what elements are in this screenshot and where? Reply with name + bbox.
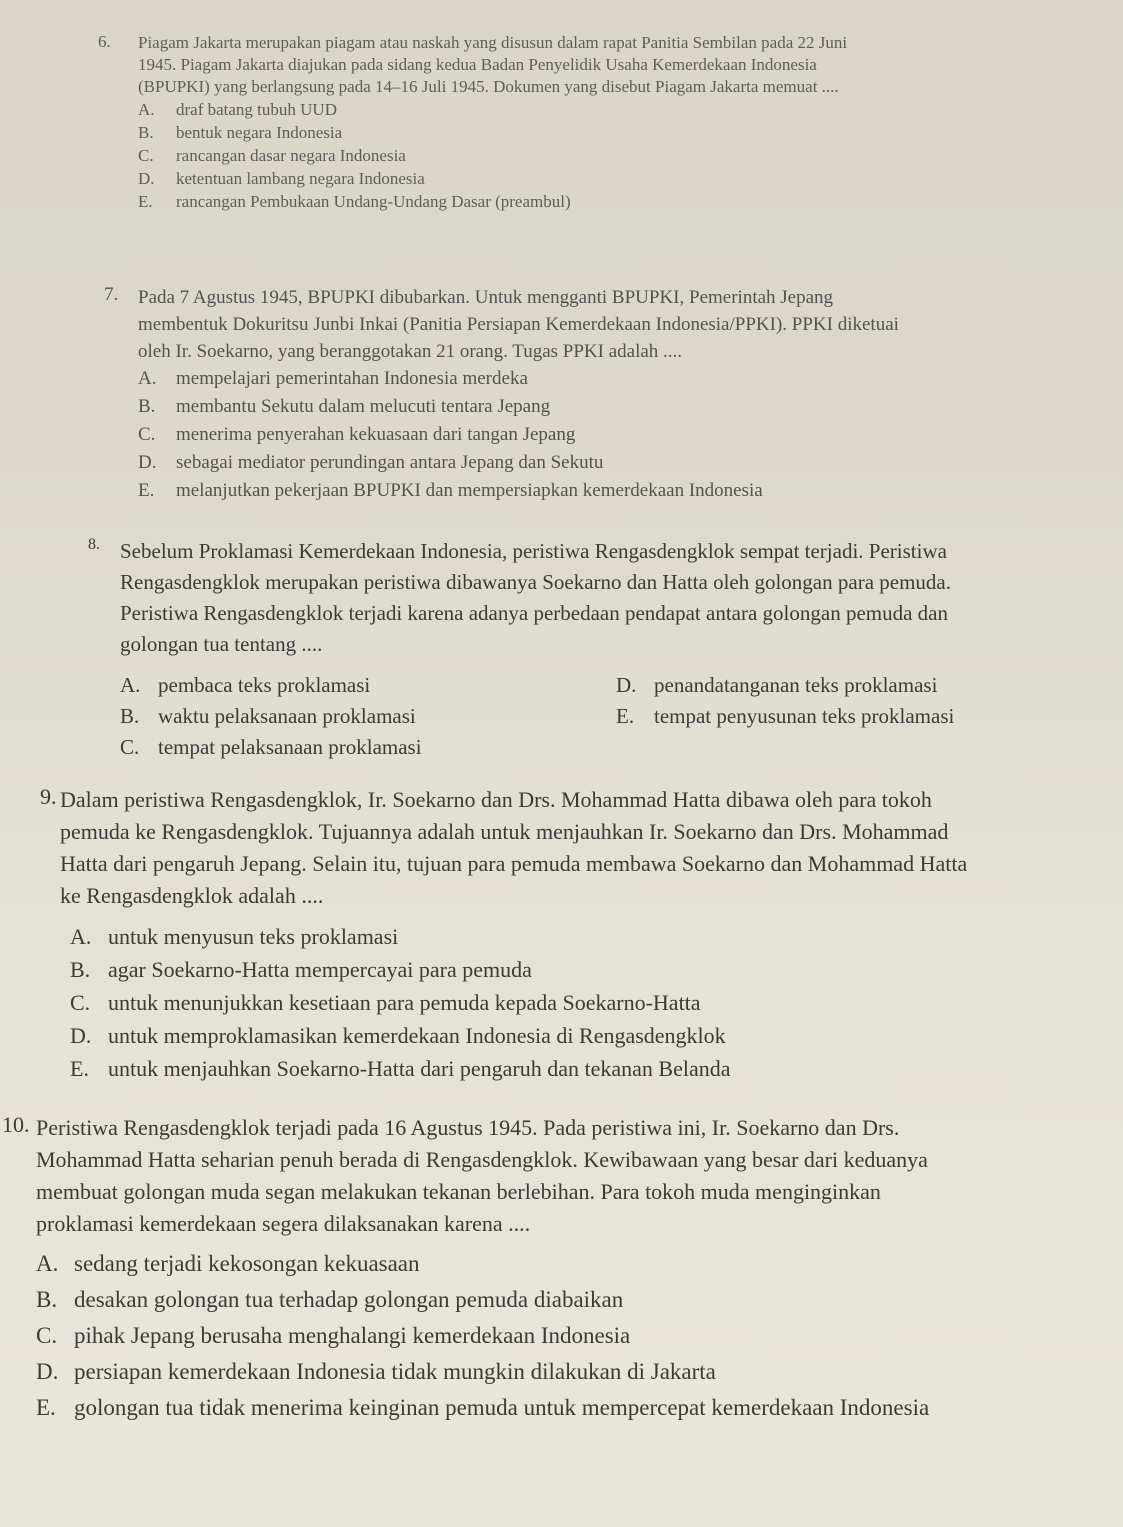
options-right-column [616, 670, 1112, 763]
option-letter: B. [120, 704, 140, 728]
stem-line: Peristiwa Rengasdengklok terjadi karena adanya perbedaan pendapat antara golongan pemuda dan [120, 601, 949, 625]
option-letter: B. [138, 396, 156, 417]
option-text: untuk menjauhkan Soekarno-Hatta dari pengaruh dan tekanan Belanda [108, 1056, 731, 1081]
option-letter: A. [120, 673, 141, 697]
option-text: tempat pelaksanaan proklamasi [158, 735, 422, 759]
stem-line: Dalam peristiwa Rengasdengklok, Ir. Soekarno dan Drs. Mohammad Hatta dibawa oleh para tokoh [60, 787, 932, 812]
option-e[interactable] [20, 1052, 1110, 1085]
option-e[interactable] [90, 477, 1110, 505]
option-b[interactable] [20, 953, 1110, 986]
option-text: pembaca teks proklamasi [158, 673, 371, 697]
option-letter: D. [138, 169, 155, 188]
question-number: 8. [88, 536, 100, 553]
stem-line: Peristiwa Rengasdengklok terjadi pada 16 Agustus 1945. Pada peristiwa ini, Ir. Soekarno dan Drs. [36, 1115, 900, 1140]
option-text: tempat penyusunan teks proklamasi [654, 704, 955, 728]
option-b[interactable] [90, 121, 1110, 144]
question-number: 10. [2, 1112, 30, 1137]
option-text: melanjutkan pekerjaan BPUPKI dan mempersiapkan kemerdekaan Indonesia [176, 480, 763, 501]
option-a[interactable] [120, 670, 616, 701]
option-c[interactable] [120, 732, 616, 763]
stem-line: Sebelum Proklamasi Kemerdekaan Indonesia, peristiwa Rengasdengklok sempat terjadi. Peristiwa [120, 539, 947, 563]
question-9 [20, 784, 1110, 1085]
stem-line: Mohammad Hatta seharian penuh berada di Rengasdengklok. Kewibawaan yang besar dari keduanya [36, 1147, 928, 1172]
option-c[interactable] [0, 1318, 1123, 1354]
option-text: ketentuan lambang negara Indonesia [176, 169, 425, 188]
stem-line: membentuk Dokuritsu Junbi Inkai (Panitia Persiapan Kemerdekaan Indonesia/PPKI). PPKI diketuai [138, 314, 899, 335]
question-number: 9. [40, 784, 57, 809]
option-e[interactable] [90, 190, 1110, 213]
option-c[interactable] [20, 986, 1110, 1019]
option-c[interactable] [90, 421, 1110, 449]
option-letter: E. [70, 1056, 89, 1081]
option-letter: B. [70, 957, 91, 982]
option-text: mempelajari pemerintahan Indonesia merdeka [176, 368, 528, 389]
option-letter: B. [138, 123, 154, 142]
option-e[interactable] [0, 1390, 1123, 1426]
question-6 [90, 32, 1110, 213]
option-d[interactable] [90, 449, 1110, 477]
option-text: untuk menyusun teks proklamasi [108, 924, 399, 949]
option-text: penandatanganan teks proklamasi [654, 673, 938, 697]
question-number: 6. [98, 32, 111, 51]
stem-line: membuat golongan muda segan melakukan tekanan berlebihan. Para tokoh muda menginginkan [36, 1179, 881, 1204]
stem-line: Piagam Jakarta merupakan piagam atau naskah yang disusun dalam rapat Panitia Sembilan pada 22 Juni [138, 33, 848, 52]
option-letter: E. [138, 480, 155, 501]
option-letter: D. [36, 1359, 59, 1384]
option-b[interactable] [90, 393, 1110, 421]
option-text: persiapan kemerdekaan Indonesia tidak mungkin dilakukan di Jakarta [74, 1359, 716, 1384]
option-letter: A. [36, 1251, 59, 1276]
stem-line: proklamasi kemerdekaan segera dilaksanakan karena .... [36, 1211, 531, 1236]
question-stem [0, 1112, 1123, 1240]
option-letter: C. [120, 735, 140, 759]
question-stem [90, 32, 1110, 98]
option-letter: D. [138, 452, 157, 473]
option-letter: E. [616, 704, 635, 728]
option-text: golongan tua tidak menerima keinginan pemuda untuk mempercepat kemerdekaan Indonesia [74, 1395, 930, 1420]
option-d[interactable] [0, 1354, 1123, 1390]
stem-line: Pada 7 Agustus 1945, BPUPKI dibubarkan. Untuk mengganti BPUPKI, Pemerintah Jepang [138, 287, 834, 308]
question-10 [0, 1112, 1123, 1426]
stem-line: 1945. Piagam Jakarta diajukan pada sidang kedua Badan Penyelidik Usaha Kemerdekaan Indonesia [138, 55, 817, 74]
option-letter: C. [138, 146, 154, 165]
option-letter: A. [138, 368, 157, 389]
option-letter: B. [36, 1287, 58, 1312]
option-text: bentuk negara Indonesia [176, 123, 343, 142]
stem-line: (BPUPKI) yang berlangsung pada 14–16 Juli 1945. Dokumen yang disebut Piagam Jakarta memuat .... [138, 77, 839, 96]
option-a[interactable] [90, 98, 1110, 121]
options-left-column [120, 670, 616, 763]
option-letter: C. [70, 990, 91, 1015]
option-c[interactable] [90, 144, 1110, 167]
option-text: agar Soekarno-Hatta mempercayai para pemuda [108, 957, 532, 982]
option-d[interactable] [90, 167, 1110, 190]
option-letter: A. [70, 924, 92, 949]
option-letter: C. [36, 1323, 58, 1348]
option-b[interactable] [0, 1282, 1123, 1318]
question-8 [60, 536, 1112, 763]
option-text: rancangan Pembukaan Undang-Undang Dasar (preambul) [176, 192, 571, 211]
option-text: desakan golongan tua terhadap golongan pemuda diabaikan [74, 1287, 624, 1312]
option-b[interactable] [120, 701, 616, 732]
stem-line: oleh Ir. Soekarno, yang beranggotakan 21 orang. Tugas PPKI adalah .... [138, 341, 683, 362]
stem-line: ke Rengasdengklok adalah .... [60, 883, 324, 908]
option-text: sedang terjadi kekosongan kekuasaan [74, 1251, 420, 1276]
option-letter: D. [70, 1023, 92, 1048]
question-stem [20, 784, 1110, 912]
option-text: waktu pelaksanaan proklamasi [158, 704, 416, 728]
option-text: sebagai mediator perundingan antara Jepang dan Sekutu [176, 452, 604, 473]
question-stem [90, 284, 1110, 365]
option-text: rancangan dasar negara Indonesia [176, 146, 406, 165]
options-two-column [60, 670, 1112, 763]
option-a[interactable] [0, 1246, 1123, 1282]
option-letter: E. [138, 192, 153, 211]
option-text: untuk memproklamasikan kemerdekaan Indonesia di Rengasdengklok [108, 1023, 726, 1048]
option-text: pihak Jepang berusaha menghalangi kemerdekaan Indonesia [74, 1323, 631, 1348]
option-d[interactable] [616, 670, 1112, 701]
option-text: menerima penyerahan kekuasaan dari tangan Jepang [176, 424, 576, 445]
option-letter: E. [36, 1395, 56, 1420]
option-text: draf batang tubuh UUD [176, 100, 337, 119]
option-a[interactable] [20, 920, 1110, 953]
stem-line: golongan tua tentang .... [120, 632, 323, 656]
stem-line: Hatta dari pengaruh Jepang. Selain itu, tujuan para pemuda membawa Soekarno dan Mohammad Hatta [60, 851, 968, 876]
option-letter: D. [616, 673, 637, 697]
question-stem [60, 536, 1112, 660]
option-letter: A. [138, 100, 155, 119]
option-text: untuk menunjukkan kesetiaan para pemuda kepada Soekarno-Hatta [108, 990, 701, 1015]
option-e[interactable] [616, 701, 1112, 732]
option-text: membantu Sekutu dalam melucuti tentara Jepang [176, 396, 551, 417]
option-letter: C. [138, 424, 156, 445]
question-number: 7. [104, 284, 119, 305]
stem-line: Rengasdengklok merupakan peristiwa dibawanya Soekarno dan Hatta oleh golongan para pemuda. [120, 570, 951, 594]
option-d[interactable] [20, 1019, 1110, 1052]
question-7 [90, 284, 1110, 505]
option-a[interactable] [90, 365, 1110, 393]
stem-line: pemuda ke Rengasdengklok. Tujuannya adalah untuk menjauhkan Ir. Soekarno dan Drs. Mohammad [60, 819, 949, 844]
